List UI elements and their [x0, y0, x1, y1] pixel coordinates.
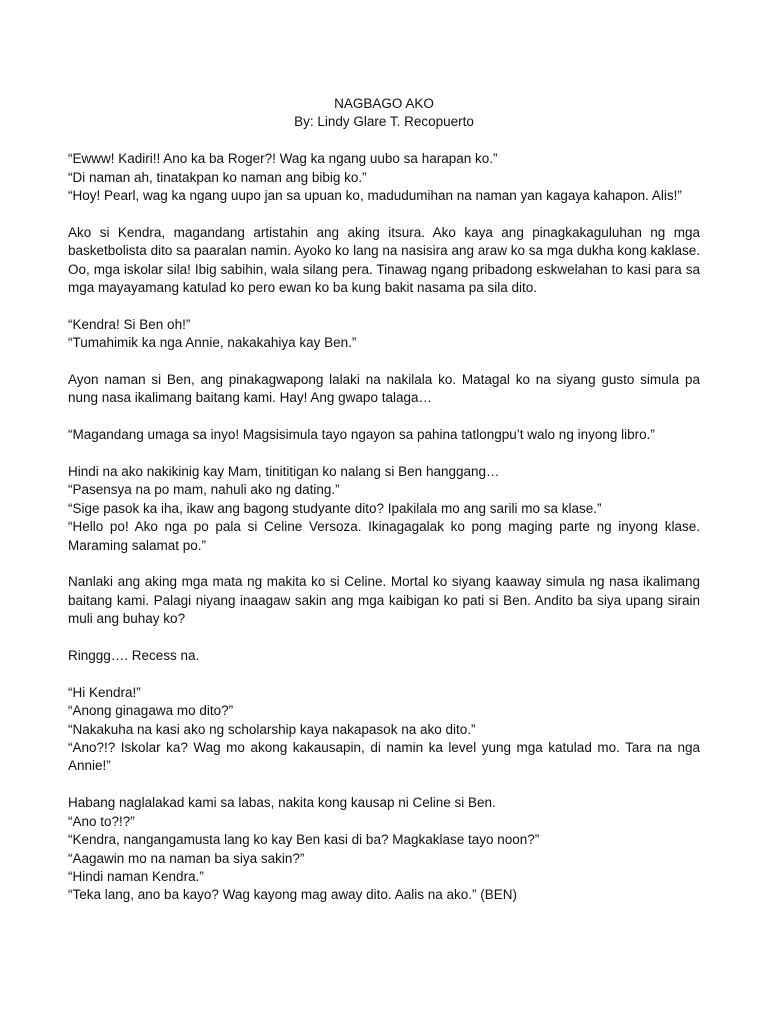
text-line: “Hoy! Pearl, wag ka ngang uupo jan sa upuan ko, madudumihan na naman yan kagaya kahapon. Alis!”: [68, 188, 682, 204]
paragraph-block: [68, 573, 700, 628]
paragraph-block: [68, 426, 700, 444]
text-line: “Ano to?!?”: [68, 813, 135, 829]
text-line: “Di naman ah, tinatakpan ko naman ang bibig ko.”: [68, 169, 367, 185]
text-line: Ringgg…. Recess na.: [68, 648, 200, 664]
paragraph-block: [68, 150, 700, 205]
text-line: “Hi Kendra!”: [68, 684, 141, 700]
text-line: “Anong ginagawa mo dito?”: [68, 703, 234, 719]
paragraph-block: [68, 316, 700, 353]
text-line: Ako si Kendra, magandang artistahin ang aking itsura. Ako kaya ang pinagkakaguluhan ng mga basketbolista dito sa paaralan namin. Ayoko ko lang na nasisira ang araw ko sa mga dukha kong kaklase. Oo, mga iskolar sila! Ibig sabihin, wala silang pera. Tinawag ngang pribadong eskwelahan to kasi para sa mga mayayamang katulad ko pero ewan ko ba kung bakit nasama pa sila dito.: [68, 224, 700, 296]
title-block: [68, 95, 700, 132]
text-line: “Aagawin mo na naman ba siya sakin?”: [68, 850, 305, 866]
text-line: “Ewww! Kadiri!! Ano ka ba Roger?! Wag ka ngang uubo sa harapan ko.”: [68, 151, 498, 167]
text-line: “Sige pasok ka iha, ikaw ang bagong studyante dito? Ipakilala mo ang sarili mo sa klase.”: [68, 500, 602, 516]
text-line: “Nakakuha na kasi ako ng scholarship kaya nakapasok na ako dito.”: [68, 721, 476, 737]
paragraph-block: [68, 794, 700, 904]
text-line: “Pasensya na po mam, nahuli ako ng dating.”: [68, 482, 340, 498]
text-line: “Hindi naman Kendra.”: [68, 868, 204, 884]
document-title: NAGBAGO AKO: [334, 96, 434, 111]
text-line: “Kendra! Si Ben oh!”: [68, 316, 191, 332]
text-line: “Kendra, nangangamusta lang ko kay Ben kasi di ba? Magkaklase tayo noon?”: [68, 832, 540, 848]
text-line: “Magandang umaga sa inyo! Magsisimula tayo ngayon sa pahina tatlongpu’t walo ng inyong libro.”: [68, 427, 655, 443]
text-line: Ayon naman si Ben, ang pinakagwapong lalaki na nakilala ko. Matagal ko na siyang gusto simula pa nung nasa ikalimang baitang kami. Hay! Ang gwapo talaga…: [68, 372, 700, 406]
paragraph-block: [68, 371, 700, 408]
document-body: [68, 150, 700, 905]
text-line: “Ano?!? Iskolar ka? Wag mo akong kakausapin, di namin ka level yung mga katulad mo. Tara na nga Annie!”: [68, 740, 700, 774]
text-line: Habang naglalakad kami sa labas, nakita kong kausap ni Celine si Ben.: [68, 795, 496, 811]
text-line: “Hello po! Ako nga po pala si Celine Versoza. Ikinagagalak ko pong maging parte ng inyong klase. Maraming salamat po.”: [68, 519, 700, 553]
text-line: “Teka lang, ano ba kayo? Wag kayong mag away dito. Aalis na ako.” (BEN): [68, 887, 517, 903]
document-byline: By: Lindy Glare T. Recopuerto: [294, 114, 474, 130]
paragraph-block: [68, 684, 700, 776]
paragraph-block: [68, 647, 700, 665]
text-line: “Tumahimik ka nga Annie, nakakahiya kay Ben.”: [68, 335, 357, 351]
paragraph-block: [68, 224, 700, 298]
text-line: Nanlaki ang aking mga mata ng makita ko si Celine. Mortal ko siyang kaaway simula ng nasa ikalimang baitang kami. Palagi niyang inaagaw sakin ang mga kaibigan ko pati si Ben. Andito ba siya upang sirain muli ang buhay ko?: [68, 574, 700, 627]
paragraph-block: [68, 463, 700, 555]
document-page: [68, 95, 700, 923]
text-line: Hindi na ako nakikinig kay Mam, tinititigan ko nalang si Ben hanggang…: [68, 464, 500, 480]
